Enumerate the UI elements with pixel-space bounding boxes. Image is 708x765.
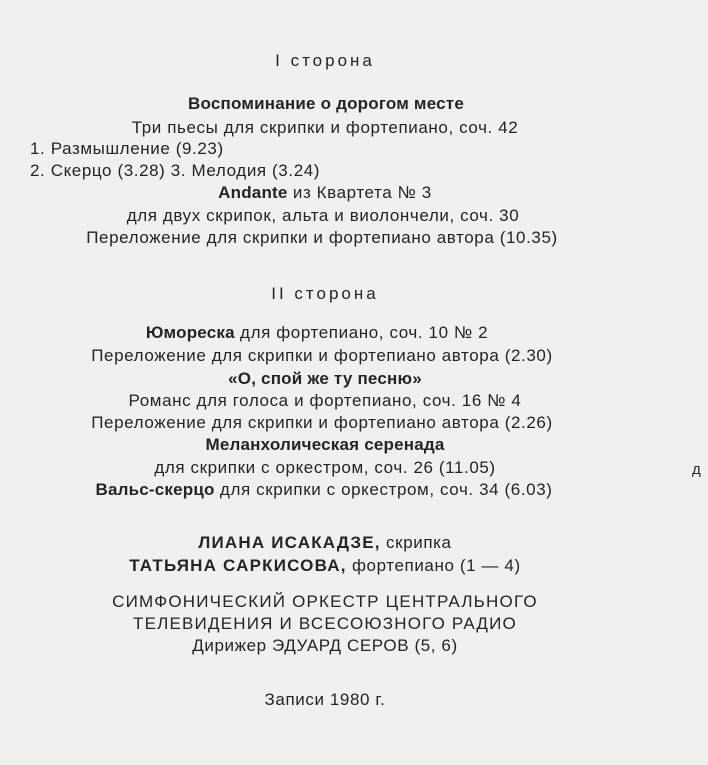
orchestra-line-2: ТЕЛЕВИДЕНИЯ И ВСЕСОЮЗНОГО РАДИО [133, 614, 517, 633]
side-1-work-2-arrangement: Переложение для скрипки и фортепиано автора (10.35) [86, 228, 558, 247]
side-2-work-2-subtitle: Романс для голоса и фортепиано, соч. 16 № 4 [128, 391, 522, 410]
work-title-rest: для фортепиано, соч. 10 № 2 [234, 323, 489, 342]
work-title: Andante [218, 183, 288, 202]
side-1-work-2-subtitle: для двух скрипок, альта и виолончели, соч. 30 [126, 206, 520, 225]
recording-year: Записи 1980 г. [264, 690, 386, 709]
work-title: «О, спой же ту песню» [228, 369, 422, 388]
side-1-work-2-title [0, 182, 650, 204]
side-2-work-2-title [0, 368, 650, 390]
side-2-work-3-subtitle: для скрипки с оркестром, соч. 26 (11.05) [154, 458, 496, 477]
side-2-work-3-title [0, 434, 650, 456]
work-title-rest: из Квартета № 3 [287, 183, 432, 202]
side-2-work-1-arrangement: Переложение для скрипки и фортепиано автора (2.30) [91, 346, 553, 365]
side-1-heading: I сторона [275, 51, 375, 70]
performer-role: скрипка [380, 533, 452, 552]
performer-role: фортепиано (1 — 4) [346, 556, 521, 575]
orchestra-line-1: СИМФОНИЧЕСКИЙ ОРКЕСТР ЦЕНТРАЛЬНОГО [112, 592, 538, 611]
performer-name: ЛИАНА ИСАКАДЗЕ, [198, 533, 381, 552]
side-1-work-1-subtitle: Три пьесы для скрипки и фортепиано, соч. 42 [131, 118, 519, 137]
side-1-work-1-title [1, 93, 651, 115]
side-2-work-4-title [0, 479, 649, 501]
performer-violin [0, 532, 650, 554]
performer-name: ТАТЬЯНА САРКИСОВА, [129, 556, 347, 575]
conductor: Дирижер ЭДУАРД СЕРОВ (5, 6) [192, 636, 458, 655]
work-title: Воспоминание о дорогом месте [188, 94, 464, 113]
edge-fragment-glyph: д [692, 461, 701, 478]
side-2-heading: II сторона [271, 284, 379, 303]
side-1-movement-1: 1. Размышление (9.23) [30, 139, 224, 158]
work-title: Вальс-скерцо [95, 480, 215, 499]
side-2-work-2-arrangement: Переложение для скрипки и фортепиано автора (2.26) [91, 413, 553, 432]
performer-piano [0, 555, 650, 577]
side-1-movements-2-3: 2. Скерцо (3.28) 3. Мелодия (3.24) [30, 161, 321, 180]
side-2-work-1-title [0, 322, 642, 344]
work-title-rest: для скрипки с оркестром, соч. 34 (6.03) [214, 480, 553, 499]
work-title: Меланхолическая серенада [205, 435, 445, 454]
work-title: Юмореска [145, 323, 235, 342]
